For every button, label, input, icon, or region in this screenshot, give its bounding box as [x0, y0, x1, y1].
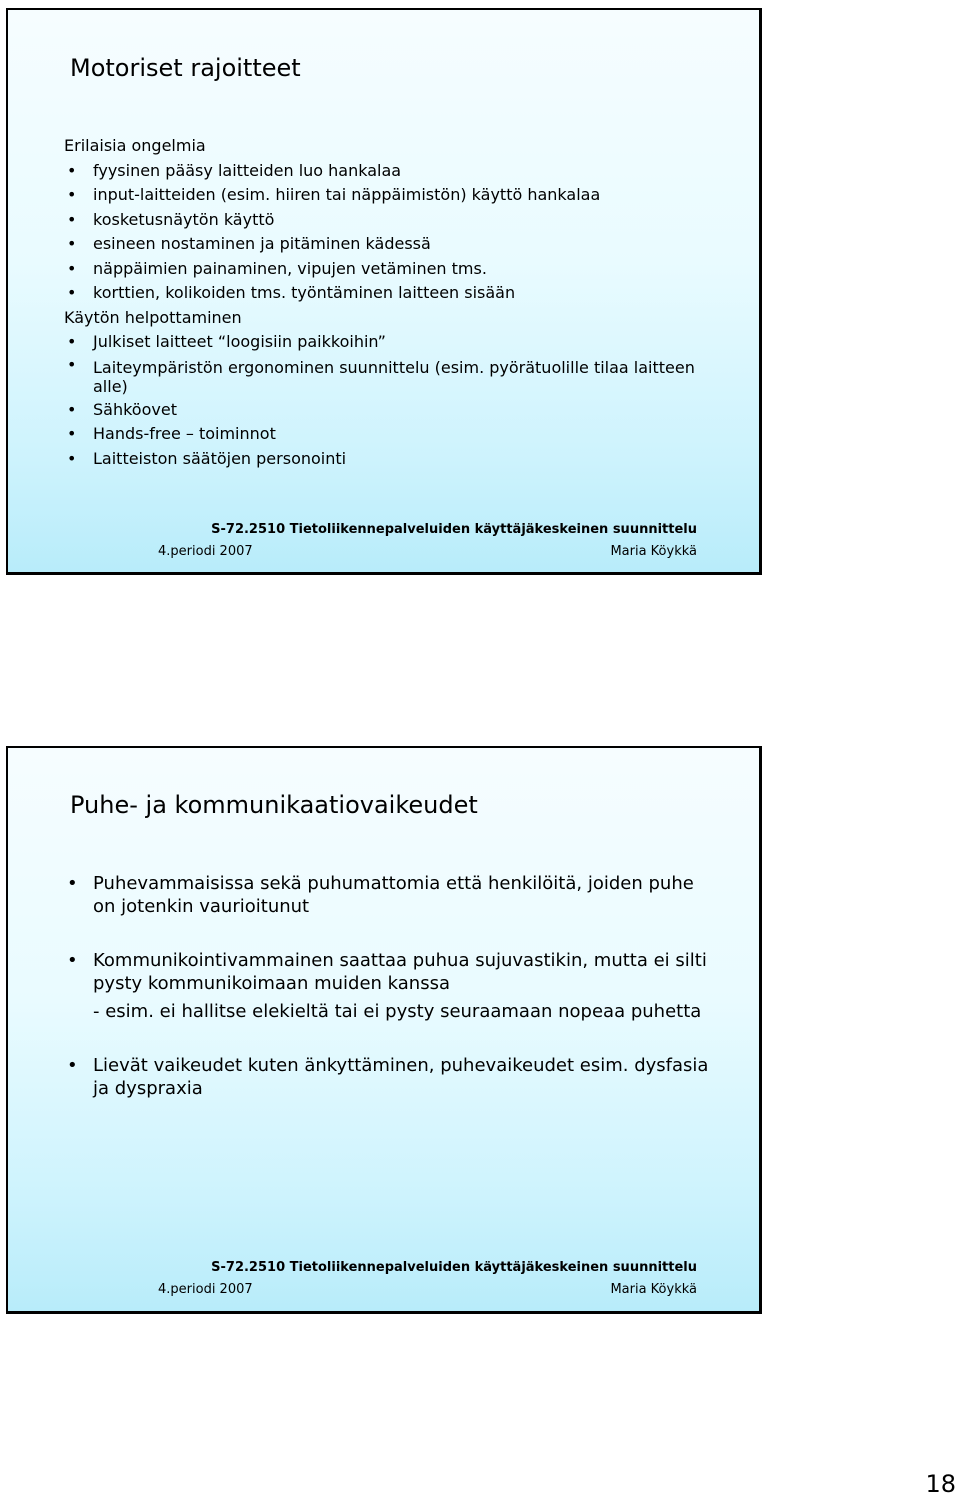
- list-item-text: Sähköovet: [93, 399, 177, 419]
- footer-author: Maria Köykkä: [610, 1282, 697, 1297]
- footer-period: 4.periodi 2007: [158, 544, 253, 559]
- list-item: [64, 208, 719, 233]
- slide-content: [64, 134, 719, 471]
- section-heading: Erilaisia ongelmia: [64, 136, 206, 155]
- slide-title: Motoriset rajoitteet: [70, 54, 301, 82]
- section-heading: Käytön helpottaminen: [64, 307, 242, 327]
- list-item: [64, 257, 719, 282]
- slide-motoriset-rajoitteet: [6, 8, 762, 575]
- list-item-text: fyysinen pääsy laitteiden luo hankalaa: [93, 160, 402, 180]
- list-item-text: Hands-free – toiminnot: [93, 424, 276, 443]
- footer-course: S-72.2510 Tietoliikennepalveluiden käyttäjäkeskeinen suunnittelu: [211, 522, 697, 537]
- list-item-text: näppäimien painaminen, vipujen vetäminen tms.: [93, 258, 487, 278]
- list-item-text: Julkiset laitteet “loogisiin paikkoihin”: [93, 332, 386, 351]
- list-item: [64, 281, 719, 306]
- list-item: [64, 159, 719, 184]
- bullet-icon: •: [67, 448, 77, 468]
- bullet-icon: •: [67, 873, 78, 894]
- footer-course: S-72.2510 Tietoliikennepalveluiden käyttäjäkeskeinen suunnittelu: [211, 1260, 697, 1275]
- list-item: [64, 447, 719, 472]
- bullet-icon: •: [67, 950, 78, 971]
- list-item: [64, 398, 719, 423]
- list-item-text: Lievät vaikeudet kuten änkyttäminen, puhevaikeudet esim. dysfasia ja dyspraxia: [93, 1055, 709, 1099]
- list-item: [64, 422, 719, 447]
- bullet-icon: •: [67, 209, 77, 229]
- bullet-icon: •: [67, 354, 77, 374]
- slide-title: Puhe- ja kommunikaatiovaikeudet: [70, 791, 478, 819]
- bullet-icon: •: [67, 332, 77, 351]
- list-item-text: Laiteympäristön ergonominen suunnittelu (esim. pyörätuolille tilaa laitteen alle): [93, 357, 695, 396]
- list-item-text: esineen nostaminen ja pitäminen kädessä: [93, 234, 431, 253]
- bullet-icon: •: [67, 1055, 78, 1076]
- list-item-text: kosketusnäytön käyttö: [93, 209, 275, 229]
- list-item: [64, 1054, 719, 1100]
- page-number: 18: [925, 1470, 956, 1498]
- bullet-icon: •: [67, 424, 77, 443]
- list-item: [64, 355, 719, 398]
- slide-puhe-ja-kommunikaatiovaikeudet: [6, 746, 762, 1314]
- list-item-text: input-laitteiden (esim. hiiren tai näppäimistön) käyttö hankalaa: [93, 185, 601, 204]
- list-item-continuation: - esim. ei hallitse elekieltä tai ei pysty seuraamaan nopeaa puhetta: [93, 1001, 702, 1022]
- list-item-text: korttien, kolikoiden tms. työntäminen laitteen sisään: [93, 283, 516, 302]
- list-item: [64, 872, 719, 918]
- bullet-icon: •: [67, 399, 77, 419]
- list-item: [64, 330, 719, 355]
- list-item: [64, 183, 719, 208]
- footer-period: 4.periodi 2007: [158, 1282, 253, 1297]
- bullet-icon: •: [67, 234, 77, 253]
- bullet-icon: •: [67, 185, 77, 204]
- bullet-icon: •: [67, 258, 77, 278]
- list-item-text: Laitteiston säätöjen personointi: [93, 448, 347, 468]
- list-item: [64, 232, 719, 257]
- list-item: [64, 949, 719, 995]
- footer-author: Maria Köykkä: [610, 544, 697, 559]
- bullet-icon: •: [67, 160, 77, 180]
- list-item-text: Kommunikointivammainen saattaa puhua sujuvastikin, mutta ei silti pysty kommunikoimaan muiden kanssa: [93, 950, 707, 994]
- list-item-text: Puhevammaisissa sekä puhumattomia että henkilöitä, joiden puhe on jotenkin vaurioitunut: [93, 873, 694, 917]
- bullet-icon: •: [67, 283, 77, 302]
- slide-content: [64, 872, 719, 1131]
